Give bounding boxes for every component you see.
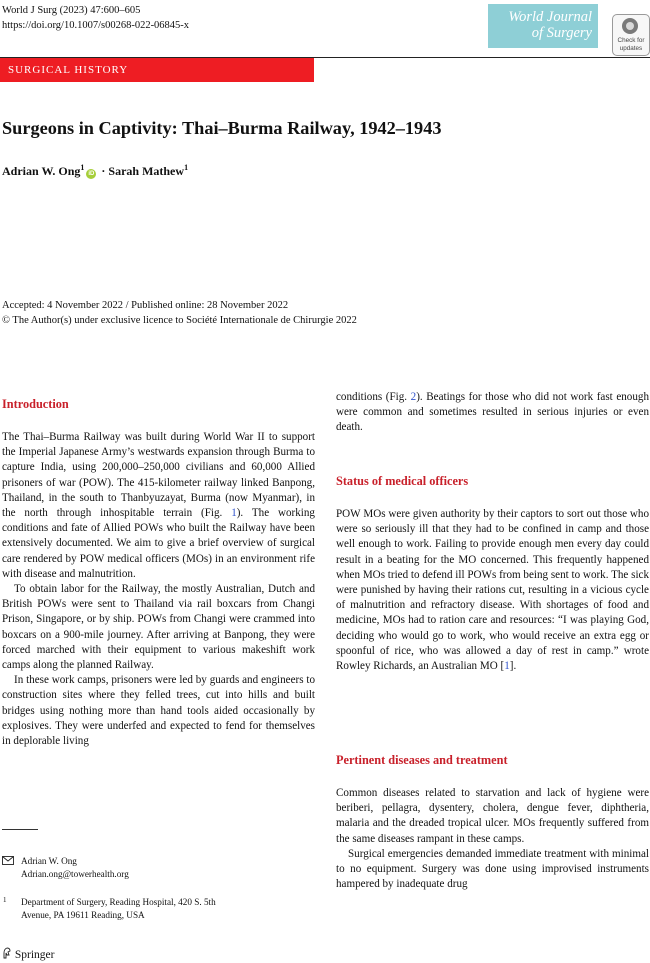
check-updates-icon	[622, 18, 638, 34]
citation-ref-link[interactable]: 1	[504, 660, 510, 673]
publisher-mark	[2, 947, 54, 961]
author-2[interactable]: Sarah Mathew	[108, 164, 185, 178]
section-label: SURGICAL HISTORY	[8, 64, 129, 76]
right-column-body-2	[336, 786, 649, 892]
section-banner	[0, 58, 314, 82]
paragraph: conditions (Fig. 2). Beatings for those who did not work fast enough were common and sometimes resulted in serious injuries or even death.	[336, 391, 649, 434]
article-meta	[2, 298, 357, 328]
affiliation	[21, 896, 216, 921]
article-title: Surgeons in Captivity: Thai–Burma Railway, 1942–1943	[2, 118, 442, 138]
author-list	[2, 163, 188, 179]
paragraph: In these work camps, prisoners were led by guards and engineers to construction sites where they felled trees, cut into hills and built bridges using nothing more than hand tools aided occasionally by explosives. They were underfed and expected to fend for themselves in deplorable living	[2, 674, 315, 748]
journal-logo-line1: World Journal	[508, 9, 592, 25]
heading-status-medical-officers: Status of medical officers	[336, 474, 469, 488]
figure-ref-link[interactable]: 1	[231, 507, 237, 520]
paragraph: Surgical emergencies demanded immediate treatment with minimal to no equipment. Surgery was done using improvised instruments hampered by inadequate drug	[336, 847, 649, 891]
copyright-notice: © The Author(s) under exclusive licence to Société Internationale de Chirurgie 2022	[2, 315, 357, 326]
check-for-updates-button[interactable]	[612, 14, 650, 56]
publisher-name: Springer	[14, 949, 55, 961]
contact-name: Adrian W. Ong	[21, 856, 77, 866]
envelope-icon	[2, 856, 14, 865]
paragraph: To obtain labor for the Railway, the mostly Australian, Dutch and British POWs were sent to Thailand via rail boxcars from Changi Prison, Singapore, or by ship. POWs from Changi were crammed into boxcars on a 900-mile journey. After arriving at Banpong, they were forced marched with their equipment to various makeshift work camps along the planned Railway.	[2, 583, 315, 672]
springer-horse-icon	[2, 947, 12, 959]
affiliation-number: 1	[3, 896, 7, 904]
journal-logo	[488, 4, 598, 48]
contact-email-link[interactable]: Adrian.ong@towerhealth.org	[21, 868, 129, 879]
author-1[interactable]: Adrian W. Ong	[2, 164, 81, 178]
right-column-body-1	[336, 507, 649, 674]
doi-link[interactable]: https://doi.org/10.1007/s00268-022-06845-x	[2, 20, 190, 31]
journal-citation: World J Surg (2023) 47:600–605	[2, 5, 141, 16]
author-separator: ·	[101, 164, 106, 178]
author-1-affil: 1	[80, 163, 85, 172]
heading-pertinent-diseases: Pertinent diseases and treatment	[336, 753, 508, 767]
paragraph: Common diseases related to starvation and lack of hygiene were beriberi, pellagra, dysentery, cholera, dengue fever, diphtheria, malaria and the dreaded tropical ulcer. MOs frequently suffered from the same diseases rampant in these camps.	[336, 787, 649, 845]
corresponding-author	[21, 855, 129, 880]
affiliation-line1: Department of Surgery, Reading Hospital, 420 S. 5th	[21, 897, 216, 907]
journal-logo-line2: of Surgery	[531, 25, 592, 41]
paragraph: The Thai–Burma Railway was built during World War II to support the Imperial Japanese Army’s westwards expansion through Burma to capture India, using 200,000–250,000 civilians and 60,000 Allied prisoners of war (POW). The 415-kilometer railway linked Banpong, Thailand, in the south to Thanbyuzayat, Burma (now Myanmar), in the north through inhospitable terrain (Fig. 1). The working conditions and fate of Allied POWs who built the Railway have been extensively documented. We aim to give a brief overview of surgical care rendered by POW medical officers (MOs) in an environment rife with disease and malnutrition.	[2, 431, 315, 580]
heading-introduction: Introduction	[2, 397, 69, 411]
right-column-top	[336, 390, 649, 436]
figure-ref-link[interactable]: 2	[410, 391, 417, 403]
orcid-icon[interactable]: iD	[88, 171, 95, 177]
publication-dates: Accepted: 4 November 2022 / Published online: 28 November 2022	[2, 300, 289, 311]
left-column-body	[2, 430, 315, 749]
paragraph: POW MOs were given authority by their captors to sort out those who were so seriously ill that they had to be confined in camp and those well enough to work. Failing to provide enough men every day could result in a beating for the MO concerned. This frequently happened when MOs tried to defend ill POWs from being sent to work. The sick were punished by having their rations cut, resulting in a vicious cycle of malnutrition and refractory disease. With shortages of food and medicine, MOs had to ration care and resources: “I was playing God, deciding who would go to work, who would receive an extra egg or spoonful of rice, who was allowed a day of rest in camp.” wrote Rowley Richards, an Australian MO [1].	[336, 508, 649, 673]
badge-line1: Check for	[617, 37, 645, 44]
badge-line2: updates	[619, 45, 643, 52]
footnote-divider	[2, 829, 38, 830]
author-2-affil: 1	[184, 163, 189, 172]
affiliation-line2: Avenue, PA 19611 Reading, USA	[21, 909, 145, 920]
